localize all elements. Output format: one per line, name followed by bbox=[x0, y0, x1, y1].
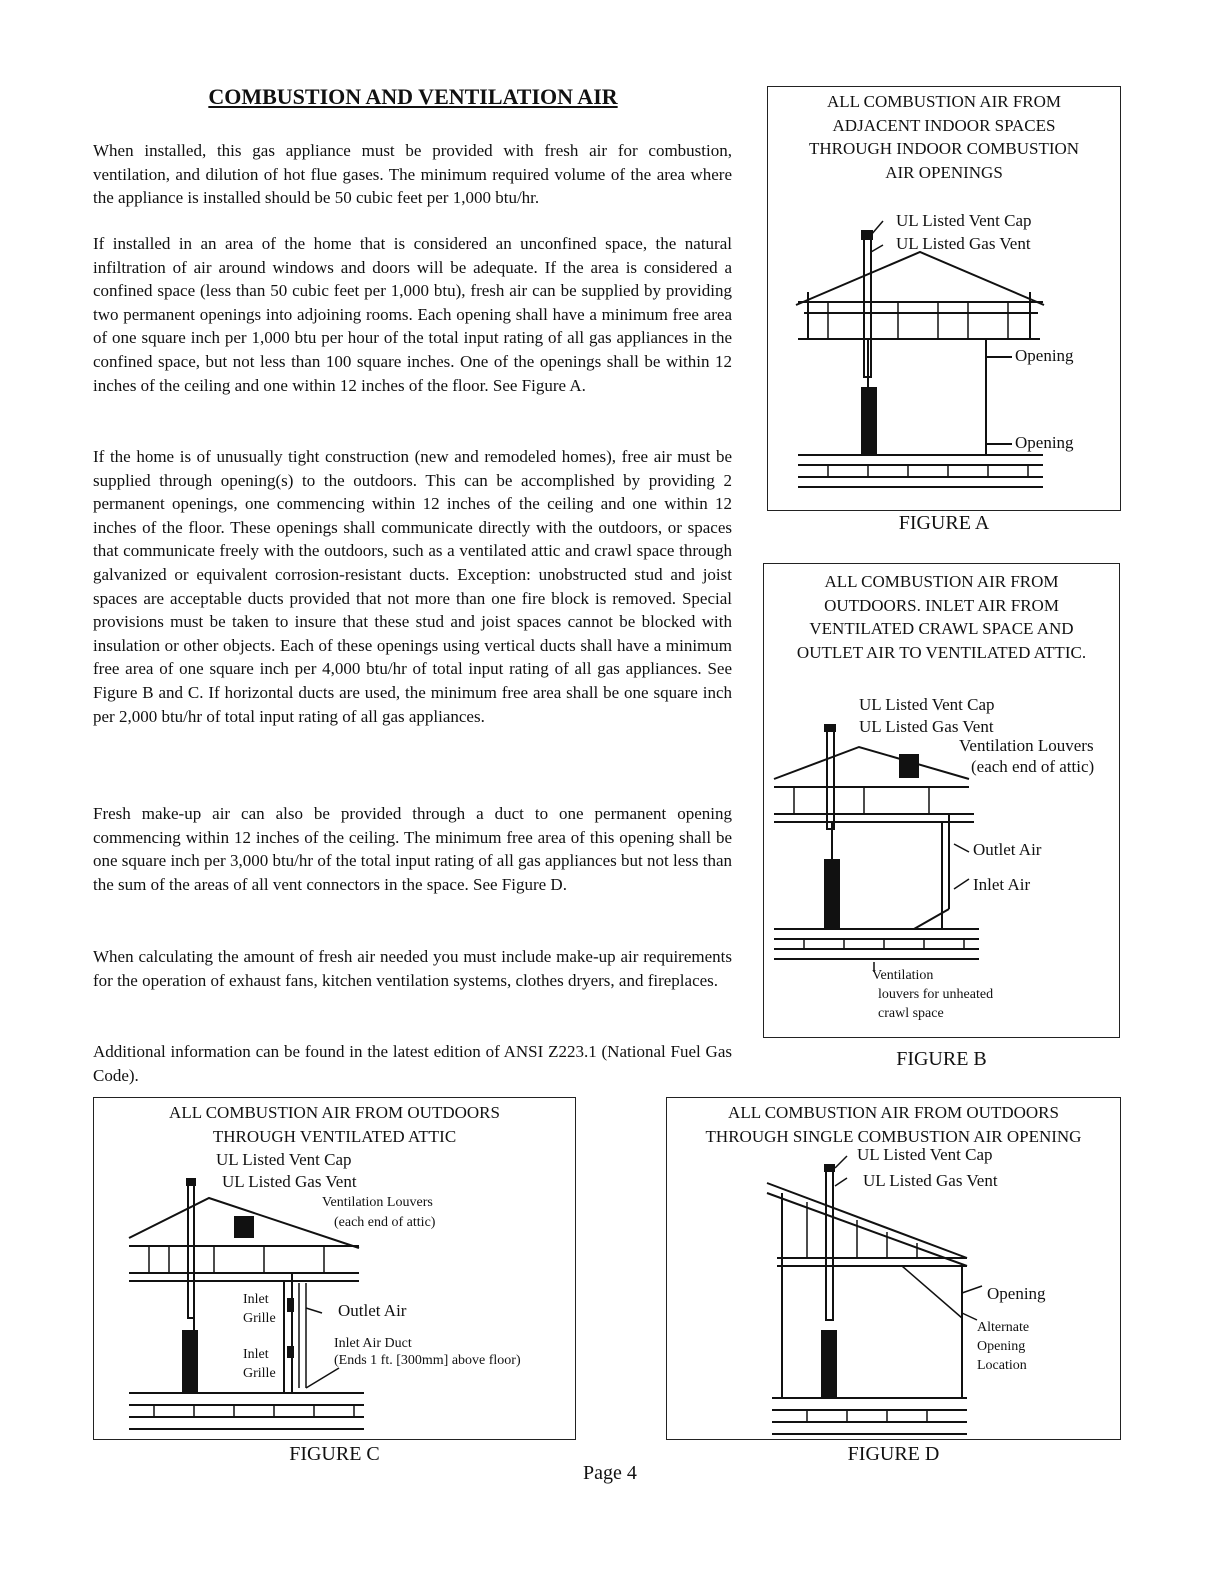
figure-c-louvers-sub-label: (each end of attic) bbox=[334, 1215, 436, 1230]
figure-c-gas-vent-label: UL Listed Gas Vent bbox=[222, 1172, 357, 1191]
figure-b-louvers-sub-label: (each end of attic) bbox=[971, 757, 1095, 776]
paragraph-exhaust: When calculating the amount of fresh air needed you must include make-up air requirements for the operation of exhaust fans, kitchen ventilation systems, clothes dryers, and fireplaces. bbox=[93, 947, 732, 990]
figure-c-louvers-label: Ventilation Louvers bbox=[322, 1195, 433, 1210]
figure-c-inlet-grille-bottom-1: Inlet bbox=[243, 1347, 269, 1362]
figure-d-alternate-label-1: Alternate bbox=[977, 1320, 1030, 1335]
figure-d bbox=[666, 1097, 1121, 1440]
paragraph-tight-construction: If the home is of unusually tight construction (new and remodeled homes), free air must be supplied through opening(s) to the outdoors. This can be accomplished by providing 2 permanent openings, one commencing within 12 inches of the ceiling and one within 12 inches of the floor. These openings shall communicate directly with the outdoors, or spaces that communicate freely with the outdoors, such as a ventilated attic and crawl space through galvanized or equivalent corrosion-resistant ducts. Exception: unobstructed stud and joist spaces are acceptable ducts provided that not more than one fire block is removed. Special provisions must be taken to insure that these stud and joist spaces cannot be blocked with insulation or other objects. Each of these openings using vertical ducts shall have a minimum free area of one square inch per 4,000 btu/hr of total input rating of all gas appliances. See Figure B and C. If horizontal ducts are used, the minimum free area shall be one square inch per 2,000 btu/hr of total input rating of all gas appliances. bbox=[93, 447, 732, 726]
figure-b-caption: FIGURE B bbox=[896, 1048, 987, 1070]
figure-a-gas-vent-label: UL Listed Gas Vent bbox=[896, 234, 1031, 253]
figure-c-inlet-grille-bottom-2: Grille bbox=[243, 1366, 276, 1381]
figure-b-gas-vent-label: UL Listed Gas Vent bbox=[859, 717, 994, 736]
figure-d-heading: ALL COMBUSTION AIR FROM OUTDOORS THROUGH SINGLE COMBUSTION AIR OPENING bbox=[705, 1103, 1082, 1146]
figure-d-alternate-label-2: Opening bbox=[977, 1339, 1026, 1354]
figure-d-vent-cap-label: UL Listed Vent Cap bbox=[857, 1145, 993, 1164]
paragraph-intro: When installed, this gas appliance must be provided with fresh air for combustion, ventilation, and dilution of hot flue gases. The minimum required volume of the area where the appliance is installed should be 50 cubic feet per 1,000 btu/hr. bbox=[93, 141, 732, 208]
figure-c-duct-label-2: (Ends 1 ft. [300mm] above floor) bbox=[334, 1353, 521, 1368]
figure-c-caption: FIGURE C bbox=[289, 1443, 380, 1465]
figure-a-opening-top-label: Opening bbox=[1015, 346, 1074, 365]
figure-a bbox=[767, 86, 1121, 511]
figure-b-louvers-label: Ventilation Louvers bbox=[959, 736, 1094, 755]
figure-d-opening-label: Opening bbox=[987, 1284, 1046, 1303]
figure-c-vent-cap-label: UL Listed Vent Cap bbox=[216, 1150, 352, 1169]
figure-a-vent-cap-label: UL Listed Vent Cap bbox=[896, 211, 1032, 230]
figure-b-diagram bbox=[764, 564, 1121, 1039]
figure-b-vent-cap-label: UL Listed Vent Cap bbox=[859, 695, 995, 714]
figure-b-outlet-air-label: Outlet Air bbox=[973, 840, 1042, 859]
figure-c-inlet-grille-top-1: Inlet bbox=[243, 1292, 269, 1307]
figure-c-outlet-air-label: Outlet Air bbox=[338, 1301, 407, 1320]
figure-d-alternate-label-3: Location bbox=[977, 1358, 1027, 1373]
figure-b-crawl-label-3: crawl space bbox=[878, 1006, 944, 1021]
figure-b-inlet-air-label: Inlet Air bbox=[973, 875, 1031, 894]
figure-b bbox=[763, 563, 1120, 1038]
figure-b-crawl-label-2: louvers for unheated bbox=[878, 987, 994, 1002]
paragraph-unconfined: If installed in an area of the home that is considered an unconfined space, the natural infiltration of air around windows and doors will be adequate. If the area is considered a confined space (less than 50 cubic feet per 1,000 btu), fresh air can be supplied by providing two permanent openings into adjoining rooms. Each opening shall have a minimum free area of one square inch per 1,000 btu per hour of the total input rating of all gas appliances in the confined space, but not less than 100 square inches. One of the openings shall be within 12 inches of the ceiling and one within 12 inches of the floor. See Figure A. bbox=[93, 234, 732, 395]
paragraph-ansi: Additional information can be found in the latest edition of ANSI Z223.1 (National Fuel Gas Code). bbox=[93, 1042, 732, 1085]
paragraph-makeup-duct: Fresh make-up air can also be provided through a duct to one permanent opening commencing within 12 inches of the ceiling. The minimum free area of this opening shall be one square inch per 3,000 btu/hr of the total input rating of all gas appliances but not less than the sum of the areas of all vent connectors in the space. See Figure D. bbox=[93, 804, 732, 894]
section-title: COMBUSTION AND VENTILATION AIR bbox=[208, 84, 618, 109]
figure-c bbox=[93, 1097, 576, 1440]
figure-d-caption: FIGURE D bbox=[847, 1443, 940, 1465]
figure-c-duct-label-1: Inlet Air Duct bbox=[334, 1336, 412, 1351]
figure-b-heading: ALL COMBUSTION AIR FROM OUTDOORS. INLET AIR FROM VENTILATED CRAWL SPACE AND OUTLET AIR TO VENTILATED ATTIC. bbox=[796, 572, 1087, 662]
figure-c-inlet-grille-top-2: Grille bbox=[243, 1311, 276, 1326]
figure-a-opening-bottom-label: Opening bbox=[1015, 433, 1074, 452]
figure-a-caption: FIGURE A bbox=[898, 512, 990, 534]
figure-a-heading: ALL COMBUSTION AIR FROM ADJACENT INDOOR SPACES THROUGH INDOOR COMBUSTION AIR OPENINGS bbox=[808, 92, 1080, 182]
figure-c-heading: ALL COMBUSTION AIR FROM OUTDOORS THROUGH VENTILATED ATTIC bbox=[169, 1103, 500, 1146]
figure-d-gas-vent-label: UL Listed Gas Vent bbox=[863, 1171, 998, 1190]
figure-b-crawl-label-1: Ventilation bbox=[872, 968, 934, 983]
page-number: Page 4 bbox=[583, 1462, 637, 1484]
